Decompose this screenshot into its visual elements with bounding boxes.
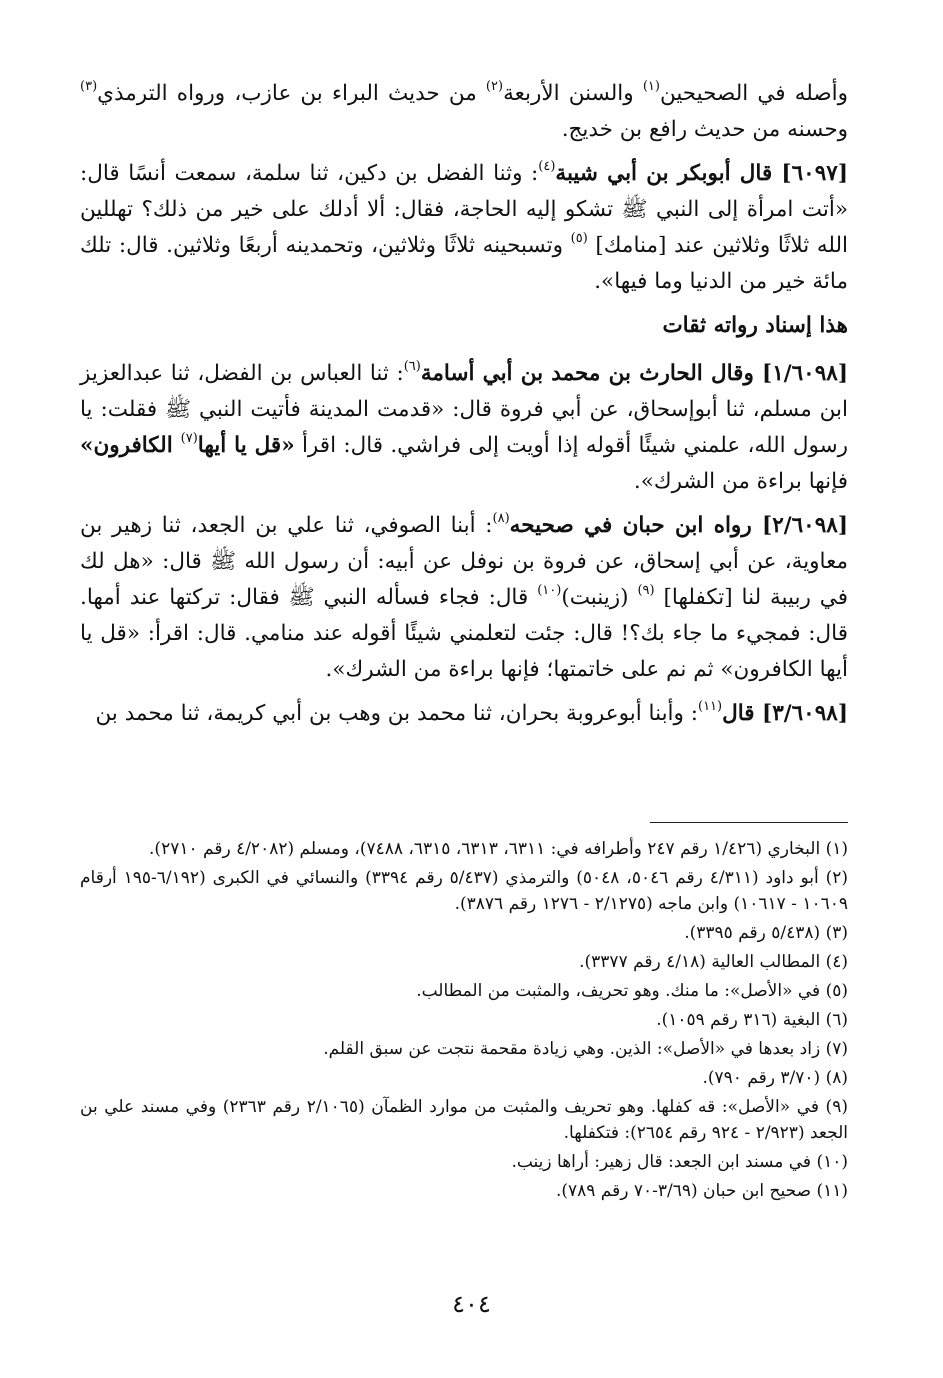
footnote-ref[interactable]: (٥) — [570, 231, 588, 246]
footnote-ref[interactable]: (١) — [642, 79, 660, 94]
footnote: (٧) زاد بعدها في «الأصل»: الذين. وهي زيادة مقحمة نتجت عن سبق القلم. — [323, 1039, 848, 1059]
footnote-ref[interactable]: (١٠) — [537, 583, 562, 598]
text-run: : وأبنا أبوعروبة بحران، ثنا محمد بن وهب بن أبي كريمة، ثنا محمد بن — [95, 701, 698, 726]
hadith-heading: [٦٠٩٧] قال أبوبكر بن أبي شيبة — [555, 161, 848, 186]
hadith-heading: [١/٦٠٩٨] وقال الحارث بن محمد بن أبي أسامة — [420, 361, 848, 386]
page-number: ٤٠٤ — [452, 1290, 491, 1318]
text-run: : أبنا الصوفي، ثنا علي بن الجعد، ثنا زهير بن معاوية، عن أبي إسحاق، عن فروة بن نوفل عن أبيه: أن رسول الله ﷺ قال: «هل لك في ربيبة لنا [تكفلها] — [80, 513, 849, 610]
hadith-heading: [٢/٦٠٩٨] رواه ابن حبان في صحيحه — [509, 513, 848, 538]
footnote: (٣) (٥/٤٣٨ رقم ٣٣٩٥). — [684, 923, 848, 943]
paragraph-intro — [80, 76, 848, 148]
hadith-6097 — [80, 156, 848, 300]
text-run: : ثنا العباس بن الفضل، ثنا عبدالعزيز ابن مسلم، ثنا أبوإسحاق، عن أبي فروة قال: «قدمت المدينة فأتيت النبي ﷺ فقلت: يا رسول الله، علمني شيئًا أقوله إذا أويت إلى فراشي. قال: اقرأ — [80, 361, 849, 458]
footnote: (١٠) في مسند ابن الجعد: قال زهير: أراها زينب. — [511, 1152, 848, 1172]
footnote-ref[interactable]: (١١) — [697, 699, 723, 714]
section-heading: هذا إسناد رواته ثقات — [662, 313, 848, 338]
text-run: وتسبحينه ثلاثًا وثلاثين، وتحمدينه أربعًا وثلاثين. قال: تلك مائة خير من الدنيا وما فيها». — [80, 233, 848, 294]
footnote: (٥) في «الأصل»: ما منك. وهو تحريف، والمثبت من المطالب. — [416, 981, 848, 1001]
text-run: : وثنا الفضل بن دكين، ثنا سلمة، سمعت أنسًا قال: «أتت امرأة إلى النبي ﷺ تشكو إليه الحاجة، فقال: ألا أدلك على خير من ذلك؟ تهللين الله ثلاثًا وثلاثين عند [منامك] — [80, 161, 848, 258]
footnote-ref[interactable]: (٤) — [538, 159, 556, 174]
footnote: (١) البخاري (١/٤٢٦ رقم ٢٤٧ وأطرافه في: ٦٣١١، ٦٣١٣، ٦٣١٥، ٧٤٨٨)، ومسلم (٤/٢٠٨٢ رقم ٢٧١٠). — [149, 839, 848, 859]
hadith-6098-3 — [80, 696, 848, 732]
footnotes — [80, 836, 848, 1207]
text-run: (زينبت) — [561, 585, 638, 610]
footnote: (٤) المطالب العالية (٤/١٨ رقم ٣٣٧٧). — [579, 952, 848, 972]
footnote-divider — [650, 822, 848, 823]
hadith-heading: [٣/٦٠٩٨] قال — [722, 701, 848, 726]
hadith-6098-2 — [80, 508, 848, 688]
footnote: (١١) صحيح ابن حبان (٣/٦٩-٧٠ رقم ٧٨٩). — [555, 1181, 848, 1201]
footnote: (٩) في «الأصل»: قه كفلها. وهو تحريف والمثبت من موارد الظمآن (٢/١٠٦٥ رقم ٢٣٦٣) وفي مسند علي بن الجعد (٢/٩٢٣ - ٩٢٤ رقم ٢٦٥٤): فتكفلها. — [80, 1097, 848, 1143]
footnote-ref[interactable]: (٨) — [492, 511, 510, 526]
text-run: من حديث البراء بن عازب، ورواه الترمذي — [97, 81, 486, 106]
text-run: وأصله في الصحيحين — [659, 81, 848, 106]
main-text — [80, 76, 848, 740]
text-run: فإنها براءة من الشرك». — [633, 469, 848, 494]
footnote-ref[interactable]: (٦) — [403, 359, 421, 374]
footnote-ref[interactable]: (٩) — [637, 583, 655, 598]
text-run: والسنن الأربعة — [503, 81, 643, 106]
footnote-ref[interactable]: (٢) — [485, 79, 504, 94]
footnote-ref[interactable]: (٣) — [80, 79, 98, 94]
footnote: (٨) (٣/٧٠ رقم ٧٩٠). — [702, 1068, 848, 1088]
quran-quote: «قل يا أيها — [197, 433, 295, 458]
footnote: (٦) البغية (٣١٦ رقم ١٠٥٩). — [656, 1010, 848, 1030]
footnote: (٢) أبو داود (٤/٣١١ رقم ٥٠٤٦، ٥٠٤٨) والترمذي (٥/٤٣٧ رقم ٣٣٩٤) والنسائي في الكبرى (٦/١٩٢-١٩٥ أرقام ١٠٦٠٩ - ١٠٦١٧) وابن ماجه (٢/١٢٧٥ - ١٢٧٦ رقم ٣٨٧٦). — [80, 868, 848, 914]
hadith-6098-1 — [80, 356, 848, 500]
footnote-ref[interactable]: (٧) — [180, 431, 198, 446]
text-run: قال: فجاء فسأله النبي ﷺ فقال: تركتها عند أمها. قال: فمجيء ما جاء بك؟! قال: جئت لتعلمني شيئًا أقوله عند منامي. قال: اقرأ: «قل يا أيها الكافرون» ثم نم على خاتمتها؛ فإنها براءة من الشرك». — [80, 585, 848, 682]
quran-quote: الكافرون» — [80, 433, 181, 458]
text-run: وحسنه من حديث رافع بن خديج. — [561, 117, 848, 142]
